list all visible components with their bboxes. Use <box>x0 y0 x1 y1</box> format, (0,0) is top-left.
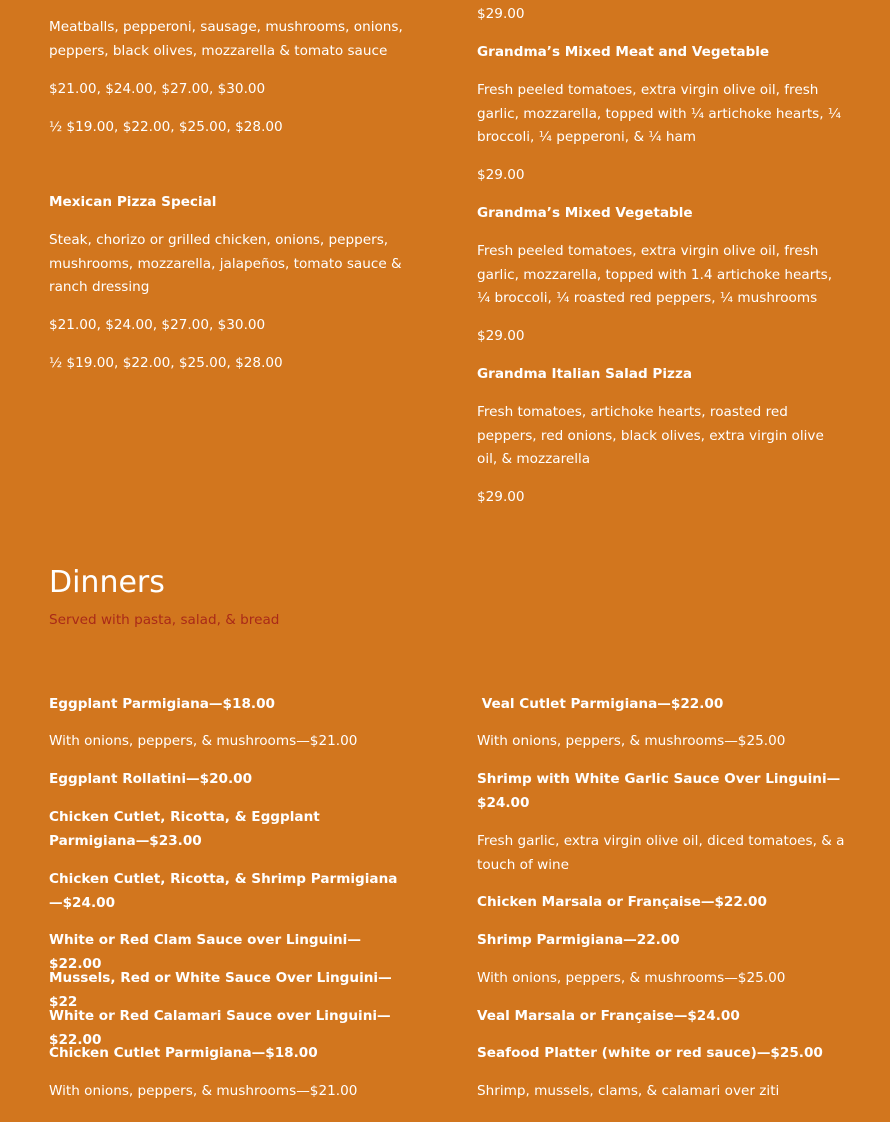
dinner-item-note: With onions, peppers, & mushrooms—$21.00 <box>49 733 358 749</box>
menu-item-description: Fresh peeled tomatoes, extra virgin olive oil, fresh garlic, mozzarella, topped with ¼ artichoke hearts, ¼ broccoli, ¼ pepperoni, & ¼ ham <box>477 82 842 146</box>
menu-item-half-prices: ½ $19.00, $22.00, $25.00, $28.00 <box>49 355 283 371</box>
dinner-item-note: Fresh garlic, extra virgin olive oil, diced tomatoes, & a touch of wine <box>477 833 849 873</box>
dinner-item-title: Veal Marsala or Française—$24.00 <box>477 1008 740 1024</box>
dinner-item-title: Shrimp with White Garlic Sauce Over Linguini—$24.00 <box>477 771 841 811</box>
menu-item-prices: $21.00, $24.00, $27.00, $30.00 <box>49 81 266 97</box>
dinner-item-note: With onions, peppers, & mushrooms—$21.00 <box>49 1083 358 1099</box>
menu-item-title: Grandma’s Mixed Meat and Vegetable <box>477 44 770 60</box>
menu-item-price: $29.00 <box>477 167 525 183</box>
menu-item-description: Fresh tomatoes, artichoke hearts, roasted red peppers, red onions, black olives, extra virgin olive oil, & mozzarella <box>477 404 824 468</box>
menu-item-price: $29.00 <box>477 6 525 22</box>
dinner-item-note: Shrimp, mussels, clams, & calamari over ziti <box>477 1083 780 1099</box>
menu-item-title: Grandma Italian Salad Pizza <box>477 366 693 382</box>
dinner-item-title: Chicken Marsala or Française—$22.00 <box>477 894 767 910</box>
dinner-item-title: Chicken Cutlet Parmigiana—$18.00 <box>49 1045 318 1061</box>
dinner-item-title: Seafood Platter (white or red sauce)—$25.00 <box>477 1045 823 1061</box>
dinner-item-title: Eggplant Rollatini—$20.00 <box>49 771 253 787</box>
menu-item-prices: $21.00, $24.00, $27.00, $30.00 <box>49 317 266 333</box>
menu-item-description: Meatballs, pepperoni, sausage, mushrooms, onions, peppers, black olives, mozzarella & tomato sauce <box>49 19 403 59</box>
dinner-item-note: With onions, peppers, & mushrooms—$25.00 <box>477 970 786 986</box>
menu-item-price: $29.00 <box>477 328 525 344</box>
menu-item-price: $29.00 <box>477 489 525 505</box>
dinner-item-title: Mussels, Red or White Sauce Over Linguini—$22 <box>49 970 392 1010</box>
menu-item-description: Steak, chorizo or grilled chicken, onions, peppers, mushrooms, mozzarella, jalapeños, tomato sauce & ranch dressing <box>49 232 402 296</box>
menu-item-title: Grandma’s Mixed Vegetable <box>477 205 693 221</box>
menu-item-description: Fresh peeled tomatoes, extra virgin olive oil, fresh garlic, mozzarella, topped with 1.4 artichoke hearts, ¼ broccoli, ¼ roasted red peppers, ¼ mushrooms <box>477 243 833 307</box>
section-heading: Dinners <box>49 565 165 600</box>
menu-item-title: Mexican Pizza Special <box>49 194 217 210</box>
dinner-item-title: Chicken Cutlet, Ricotta, & Eggplant Parmigiana—$23.00 <box>49 809 325 849</box>
menu-item-half-prices: ½ $19.00, $22.00, $25.00, $28.00 <box>49 119 283 135</box>
meat-pizza-section <box>49 16 409 63</box>
dinner-item-title: Eggplant Parmigiana—$18.00 <box>49 696 275 712</box>
dinner-item-title: Veal Cutlet Parmigiana—$22.00 <box>477 696 724 712</box>
dinner-item-title: White or Red Calamari Sauce over Linguini—$22.00 <box>49 1008 391 1048</box>
dinner-item-title: Chicken Cutlet, Ricotta, & Shrimp Parmigiana—$24.00 <box>49 871 398 911</box>
dinner-item-title: Shrimp Parmigiana—22.00 <box>477 932 680 948</box>
dinner-item-note: With onions, peppers, & mushrooms—$25.00 <box>477 733 786 749</box>
section-subtitle: Served with pasta, salad, & bread <box>49 612 280 628</box>
dinner-item-title: White or Red Clam Sauce over Linguini—$22.00 <box>49 932 361 972</box>
